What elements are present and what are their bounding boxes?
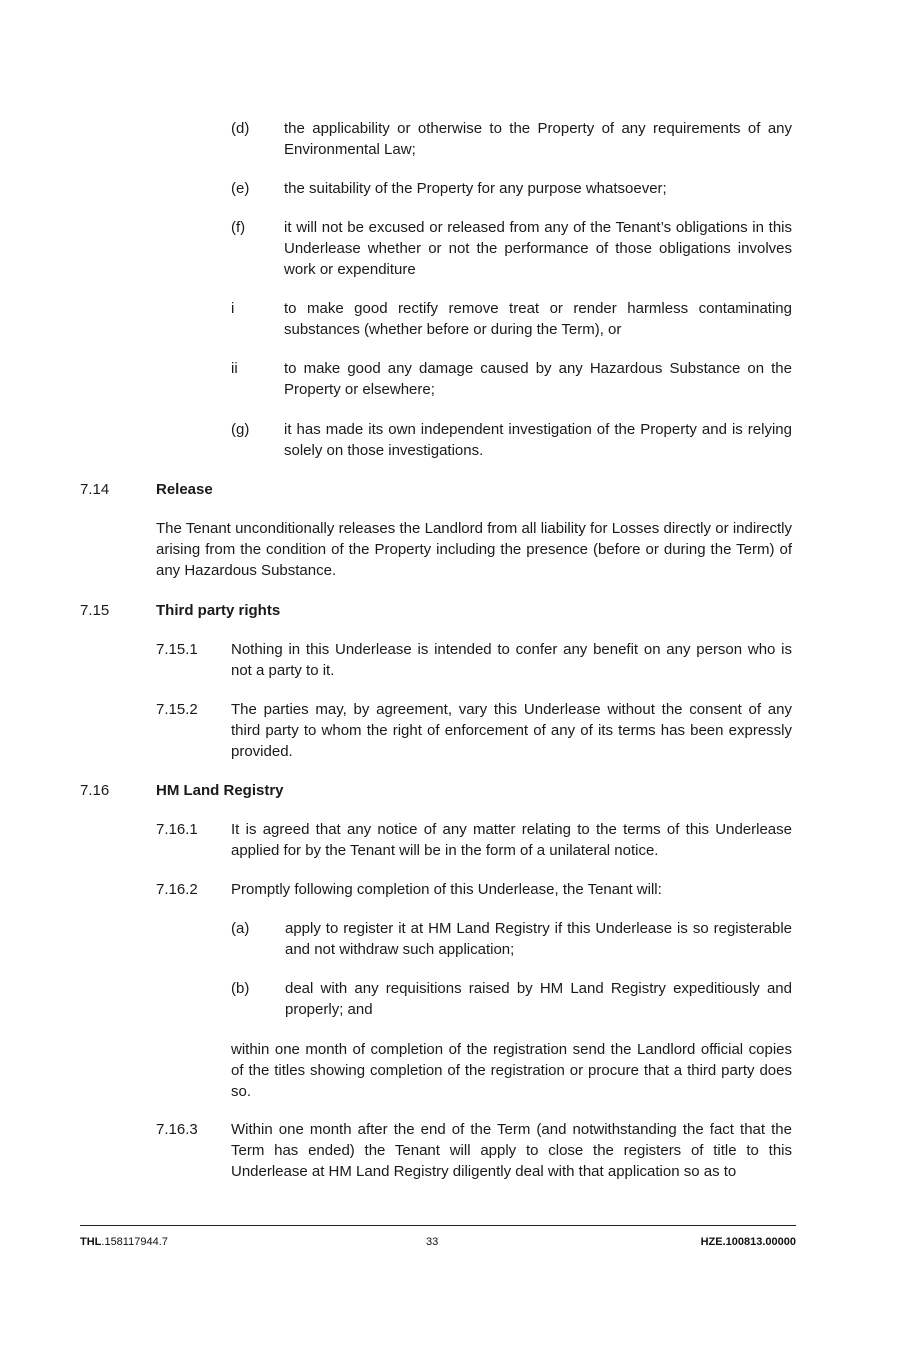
release-paragraph: The Tenant unconditionally releases the Landlord from all liability for Losses directly or indirectly arising from the condition of the Property including the presence (before or during the Term) of any Hazardous Substance. bbox=[156, 520, 792, 579]
clause-number-7-16-2: 7.16.2 bbox=[156, 881, 198, 898]
section-number-7-14: 7.14 bbox=[80, 481, 110, 498]
registration-paragraph: within one month of completion of the registration send the Landlord official copies of the titles showing completion of the registration or procure that a third party does so. bbox=[231, 1041, 792, 1100]
item-text-g: it has made its own independent investigation of the Property and is relying solely on those investigations. bbox=[284, 421, 792, 459]
item-text-a: apply to register it at HM Land Registry if this Underlease is so registerable and not withdraw such application; bbox=[285, 920, 792, 958]
item-label-f: (f) bbox=[231, 219, 246, 236]
footer-left-reference bbox=[80, 1235, 168, 1249]
section-heading-third-party-rights: Third party rights bbox=[156, 602, 281, 619]
clause-text-7-16-2: Promptly following completion of this Underlease, the Tenant will: bbox=[231, 881, 662, 898]
item-label-b: (b) bbox=[231, 980, 250, 997]
clause-text-7-15-2: The parties may, by agreement, vary this Underlease without the consent of any third party to whom the right of enforcement of any of its terms has been expressly provided. bbox=[231, 701, 792, 760]
item-label-a: (a) bbox=[231, 920, 250, 937]
footer-left-prefix: THL bbox=[80, 1236, 102, 1248]
item-label-g: (g) bbox=[231, 421, 250, 438]
clause-text-7-16-1: It is agreed that any notice of any matter relating to the terms of this Underlease applied for by the Tenant will be in the form of a unilateral notice. bbox=[231, 821, 792, 859]
footer-right-reference: HZE.100813.00000 bbox=[700, 1236, 796, 1248]
item-text-e: the suitability of the Property for any purpose whatsoever; bbox=[284, 180, 667, 197]
item-label-ii: ii bbox=[231, 360, 238, 377]
footer-rule bbox=[80, 1225, 796, 1226]
clause-number-7-15-2: 7.15.2 bbox=[156, 701, 198, 718]
clause-number-7-15-1: 7.15.1 bbox=[156, 641, 198, 658]
clause-number-7-16-3: 7.16.3 bbox=[156, 1121, 198, 1138]
item-label-i: i bbox=[231, 300, 235, 317]
item-text-ii: to make good any damage caused by any Hazardous Substance on the Property or elsewhere; bbox=[284, 360, 792, 398]
section-heading-release: Release bbox=[156, 481, 213, 498]
item-text-f: it will not be excused or released from any of the Tenant’s obligations in this Underlease whether or not the performance of those obligations involves work or expenditure bbox=[284, 219, 792, 278]
clause-text-7-15-1: Nothing in this Underlease is intended to confer any benefit on any person who is not a party to it. bbox=[231, 641, 792, 679]
page-number: 33 bbox=[426, 1236, 439, 1248]
footer-left-suffix: .158117944.7 bbox=[101, 1236, 168, 1248]
item-text-i: to make good rectify remove treat or render harmless contaminating substances (whether before or during the Term), or bbox=[284, 300, 792, 338]
item-text-d: the applicability or otherwise to the Property of any requirements of any Environmental Law; bbox=[284, 120, 792, 158]
section-number-7-16: 7.16 bbox=[80, 782, 110, 799]
section-number-7-15: 7.15 bbox=[80, 602, 110, 619]
item-label-d: (d) bbox=[231, 120, 250, 137]
clause-number-7-16-1: 7.16.1 bbox=[156, 821, 198, 838]
section-heading-hm-land-registry: HM Land Registry bbox=[156, 782, 284, 799]
item-text-b: deal with any requisitions raised by HM Land Registry expeditiously and properly; and bbox=[285, 980, 792, 1018]
item-label-e: (e) bbox=[231, 180, 250, 197]
clause-text-7-16-3: Within one month after the end of the Term (and notwithstanding the fact that the Term has ended) the Tenant will apply to close the registers of title to this Underlease at HM Land Registry diligently deal with that application so as to bbox=[231, 1121, 792, 1180]
